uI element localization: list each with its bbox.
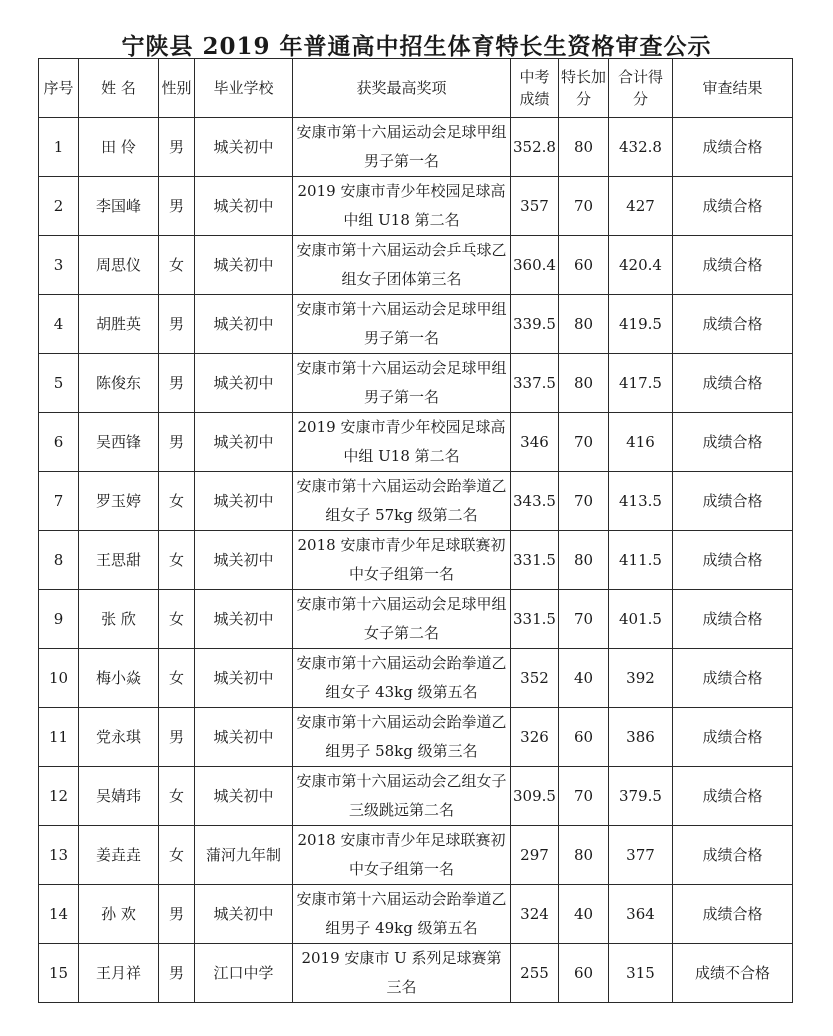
cell-award: 安康市第十六届运动会跆拳道乙组男子 49kg 级第五名 [293, 885, 511, 944]
cell-row-number: 3 [39, 236, 79, 295]
table-row [39, 472, 793, 531]
cell-bonus-points: 80 [559, 531, 609, 590]
cell-review-result: 成绩合格 [673, 590, 793, 649]
cell-total-score: 386 [609, 708, 673, 767]
cell-exam-score: 352.8 [511, 118, 559, 177]
table-row [39, 885, 793, 944]
col-header-school: 毕业学校 [195, 59, 293, 118]
cell-exam-score: 326 [511, 708, 559, 767]
cell-exam-score: 337.5 [511, 354, 559, 413]
cell-exam-score: 343.5 [511, 472, 559, 531]
cell-bonus-points: 60 [559, 944, 609, 1003]
cell-bonus-points: 80 [559, 118, 609, 177]
page-title: 宁陕县 2019 年普通高中招生体育特长生资格审查公示 [121, 33, 712, 60]
cell-exam-score: 331.5 [511, 531, 559, 590]
cell-row-number: 4 [39, 295, 79, 354]
cell-student-name: 田 伶 [79, 118, 159, 177]
table-row [39, 295, 793, 354]
cell-exam-score: 360.4 [511, 236, 559, 295]
cell-total-score: 315 [609, 944, 673, 1003]
cell-award: 2018 安康市青少年足球联赛初中女子组第一名 [293, 826, 511, 885]
cell-bonus-points: 70 [559, 413, 609, 472]
table-row [39, 590, 793, 649]
col-header-award: 获奖最高奖项 [293, 59, 511, 118]
cell-total-score: 432.8 [609, 118, 673, 177]
col-header-gender: 性别 [159, 59, 195, 118]
table-row [39, 118, 793, 177]
cell-school: 城关初中 [195, 177, 293, 236]
cell-student-name: 周思仪 [79, 236, 159, 295]
cell-review-result: 成绩合格 [673, 649, 793, 708]
cell-review-result: 成绩合格 [673, 826, 793, 885]
cell-student-name: 陈俊东 [79, 354, 159, 413]
cell-student-name: 孙 欢 [79, 885, 159, 944]
col-header-no: 序号 [39, 59, 79, 118]
cell-row-number: 15 [39, 944, 79, 1003]
cell-student-name: 梅小焱 [79, 649, 159, 708]
cell-row-number: 11 [39, 708, 79, 767]
cell-row-number: 13 [39, 826, 79, 885]
cell-exam-score: 357 [511, 177, 559, 236]
cell-exam-score: 339.5 [511, 295, 559, 354]
cell-review-result: 成绩合格 [673, 118, 793, 177]
cell-award: 2019 安康市 U 系列足球赛第三名 [293, 944, 511, 1003]
cell-review-result: 成绩合格 [673, 413, 793, 472]
cell-gender: 男 [159, 708, 195, 767]
cell-exam-score: 324 [511, 885, 559, 944]
cell-school: 城关初中 [195, 708, 293, 767]
cell-gender: 男 [159, 885, 195, 944]
cell-review-result: 成绩合格 [673, 295, 793, 354]
cell-award: 安康市第十六届运动会乒乓球乙组女子团体第三名 [293, 236, 511, 295]
cell-row-number: 8 [39, 531, 79, 590]
cell-exam-score: 352 [511, 649, 559, 708]
cell-exam-score: 255 [511, 944, 559, 1003]
cell-bonus-points: 70 [559, 472, 609, 531]
cell-student-name: 吴婧玮 [79, 767, 159, 826]
cell-school: 城关初中 [195, 649, 293, 708]
cell-gender: 男 [159, 177, 195, 236]
cell-total-score: 364 [609, 885, 673, 944]
cell-award: 安康市第十六届运动会足球甲组男子第一名 [293, 354, 511, 413]
cell-award: 安康市第十六届运动会跆拳道乙组男子 58kg 级第三名 [293, 708, 511, 767]
cell-row-number: 14 [39, 885, 79, 944]
cell-total-score: 377 [609, 826, 673, 885]
cell-total-score: 392 [609, 649, 673, 708]
table-row [39, 531, 793, 590]
cell-gender: 男 [159, 295, 195, 354]
cell-gender: 男 [159, 413, 195, 472]
cell-review-result: 成绩不合格 [673, 944, 793, 1003]
col-header-exam: 中考成绩 [511, 59, 559, 118]
cell-gender: 女 [159, 472, 195, 531]
cell-school: 城关初中 [195, 236, 293, 295]
cell-bonus-points: 40 [559, 885, 609, 944]
cell-student-name: 姜垚垚 [79, 826, 159, 885]
cell-student-name: 党永琪 [79, 708, 159, 767]
table-row [39, 354, 793, 413]
cell-school: 城关初中 [195, 118, 293, 177]
cell-row-number: 2 [39, 177, 79, 236]
cell-student-name: 王思甜 [79, 531, 159, 590]
cell-review-result: 成绩合格 [673, 177, 793, 236]
cell-exam-score: 297 [511, 826, 559, 885]
cell-total-score: 379.5 [609, 767, 673, 826]
cell-bonus-points: 60 [559, 708, 609, 767]
cell-bonus-points: 80 [559, 295, 609, 354]
cell-row-number: 6 [39, 413, 79, 472]
cell-exam-score: 346 [511, 413, 559, 472]
cell-total-score: 420.4 [609, 236, 673, 295]
cell-gender: 女 [159, 767, 195, 826]
cell-review-result: 成绩合格 [673, 767, 793, 826]
roster-table [38, 58, 793, 1003]
table-row [39, 177, 793, 236]
cell-school: 城关初中 [195, 472, 293, 531]
cell-school: 城关初中 [195, 590, 293, 649]
cell-exam-score: 331.5 [511, 590, 559, 649]
col-header-total: 合计得分 [609, 59, 673, 118]
cell-gender: 男 [159, 944, 195, 1003]
cell-total-score: 411.5 [609, 531, 673, 590]
cell-review-result: 成绩合格 [673, 885, 793, 944]
cell-student-name: 罗玉婷 [79, 472, 159, 531]
cell-review-result: 成绩合格 [673, 354, 793, 413]
cell-student-name: 吴西锋 [79, 413, 159, 472]
cell-row-number: 5 [39, 354, 79, 413]
cell-gender: 女 [159, 531, 195, 590]
cell-row-number: 9 [39, 590, 79, 649]
table-row [39, 826, 793, 885]
cell-review-result: 成绩合格 [673, 531, 793, 590]
cell-school: 城关初中 [195, 767, 293, 826]
cell-award: 安康市第十六届运动会跆拳道乙组女子 43kg 级第五名 [293, 649, 511, 708]
cell-review-result: 成绩合格 [673, 708, 793, 767]
cell-review-result: 成绩合格 [673, 472, 793, 531]
cell-gender: 女 [159, 236, 195, 295]
cell-award: 安康市第十六届运动会跆拳道乙组女子 57kg 级第二名 [293, 472, 511, 531]
cell-school: 城关初中 [195, 885, 293, 944]
cell-total-score: 413.5 [609, 472, 673, 531]
cell-bonus-points: 70 [559, 177, 609, 236]
cell-bonus-points: 60 [559, 236, 609, 295]
cell-bonus-points: 70 [559, 590, 609, 649]
cell-award: 2018 安康市青少年足球联赛初中女子组第一名 [293, 531, 511, 590]
cell-gender: 女 [159, 590, 195, 649]
cell-bonus-points: 70 [559, 767, 609, 826]
table-row [39, 767, 793, 826]
cell-award: 安康市第十六届运动会足球甲组男子第一名 [293, 295, 511, 354]
cell-row-number: 1 [39, 118, 79, 177]
cell-school: 江口中学 [195, 944, 293, 1003]
table-row [39, 413, 793, 472]
cell-student-name: 张 欣 [79, 590, 159, 649]
cell-school: 蒲河九年制 [195, 826, 293, 885]
cell-exam-score: 309.5 [511, 767, 559, 826]
table-row [39, 236, 793, 295]
cell-student-name: 胡胜英 [79, 295, 159, 354]
cell-total-score: 416 [609, 413, 673, 472]
cell-gender: 男 [159, 118, 195, 177]
header-row [39, 59, 793, 118]
cell-row-number: 10 [39, 649, 79, 708]
cell-award: 2019 安康市青少年校园足球高中组 U18 第二名 [293, 413, 511, 472]
cell-gender: 女 [159, 649, 195, 708]
cell-total-score: 419.5 [609, 295, 673, 354]
cell-school: 城关初中 [195, 295, 293, 354]
table-row [39, 649, 793, 708]
col-header-name: 姓 名 [79, 59, 159, 118]
col-header-result: 审查结果 [673, 59, 793, 118]
cell-bonus-points: 40 [559, 649, 609, 708]
cell-gender: 女 [159, 826, 195, 885]
table-row [39, 708, 793, 767]
table-row [39, 944, 793, 1003]
cell-row-number: 7 [39, 472, 79, 531]
cell-award: 安康市第十六届运动会足球甲组男子第一名 [293, 118, 511, 177]
cell-school: 城关初中 [195, 354, 293, 413]
col-header-bonus: 特长加分 [559, 59, 609, 118]
cell-award: 安康市第十六届运动会乙组女子三级跳远第二名 [293, 767, 511, 826]
cell-award: 安康市第十六届运动会足球甲组女子第二名 [293, 590, 511, 649]
cell-school: 城关初中 [195, 531, 293, 590]
cell-total-score: 401.5 [609, 590, 673, 649]
cell-student-name: 李国峰 [79, 177, 159, 236]
cell-review-result: 成绩合格 [673, 236, 793, 295]
cell-student-name: 王月祥 [79, 944, 159, 1003]
cell-gender: 男 [159, 354, 195, 413]
cell-award: 2019 安康市青少年校园足球高中组 U18 第二名 [293, 177, 511, 236]
table-body [39, 118, 793, 1003]
cell-row-number: 12 [39, 767, 79, 826]
cell-bonus-points: 80 [559, 826, 609, 885]
cell-bonus-points: 80 [559, 354, 609, 413]
cell-total-score: 427 [609, 177, 673, 236]
cell-school: 城关初中 [195, 413, 293, 472]
cell-total-score: 417.5 [609, 354, 673, 413]
